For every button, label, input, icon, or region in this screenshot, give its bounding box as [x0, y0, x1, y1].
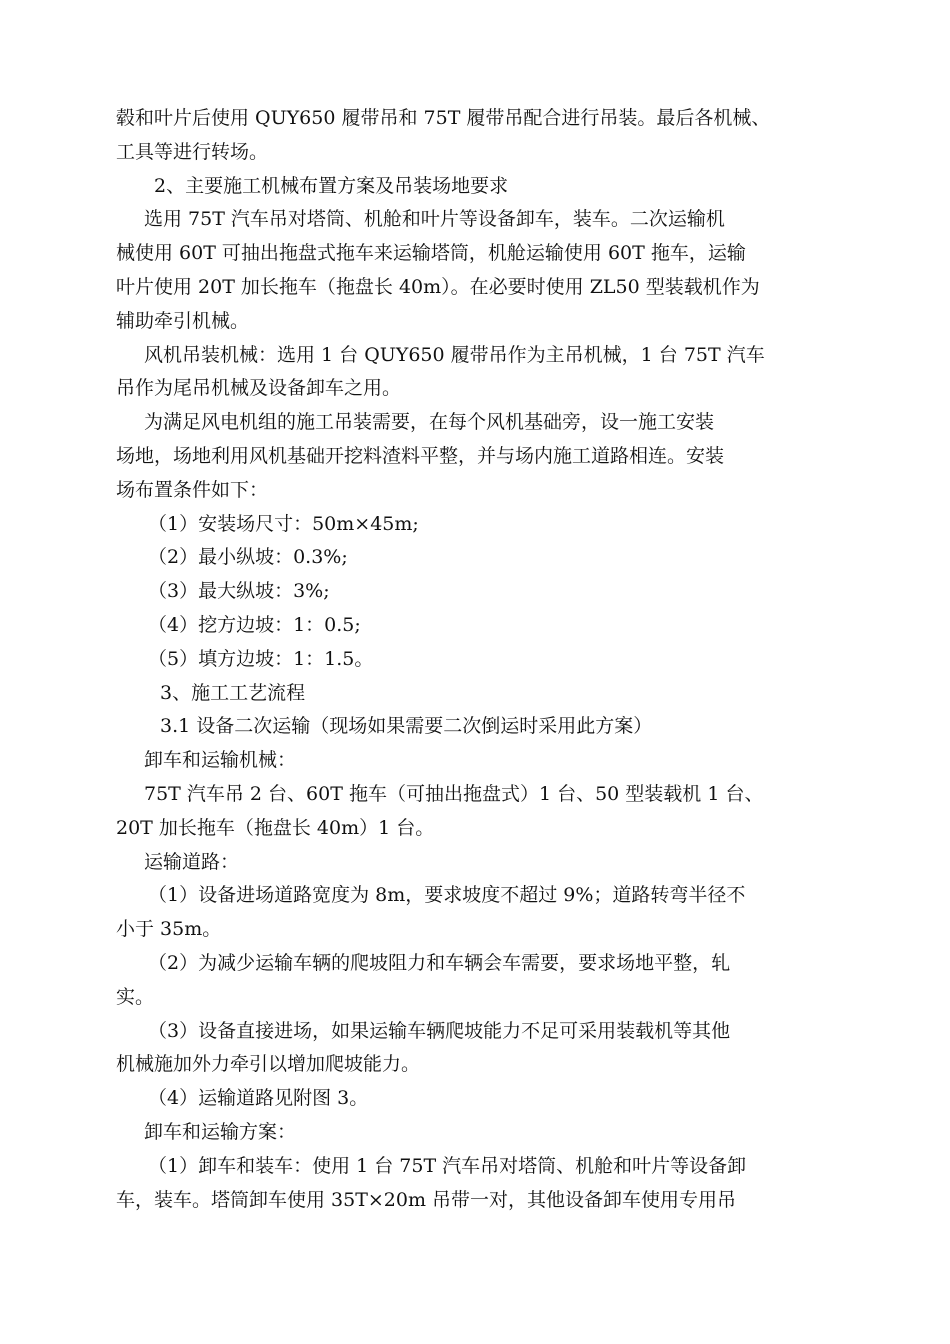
subsection-heading: 3.1 设备二次运输（现场如果需要二次倒运时采用此方案） — [160, 715, 653, 738]
paragraph-line: 械使用 60T 可抽出拖盘式拖车来运输塔筒，机舱运输使用 60T 拖车，运输 — [116, 242, 746, 265]
paragraph-line: 卸车和运输方案： — [144, 1120, 297, 1143]
list-item: （4）运输道路见附图 3。 — [148, 1087, 369, 1110]
paragraph-line: 机械施加外力牵引以增加爬坡能力。 — [116, 1053, 421, 1076]
list-item: （3）设备直接进场，如果运输车辆爬坡能力不足可采用装载机等其他 — [148, 1019, 731, 1042]
paragraph-line: 场地，场地利用风机基础开挖料渣料平整，并与场内施工道路相连。安装 — [116, 444, 725, 467]
paragraph-line: 小于 35m。 — [116, 918, 222, 941]
list-item: （5）填方边坡：1：1.5。 — [148, 647, 374, 670]
paragraph-line: 75T 汽车吊 2 台、60T 拖车（可抽出拖盘式）1 台、50 型装载机 1 台、 — [144, 782, 764, 805]
paragraph-line: 毂和叶片后使用 QUY650 履带吊和 75T 履带吊配合进行吊装。最后各机械、 — [116, 107, 771, 129]
paragraph-line: 实。 — [116, 985, 155, 1008]
paragraph-line: 卸车和运输机械： — [144, 749, 297, 772]
list-item: （2）最小纵坡：0.3%; — [148, 546, 348, 569]
paragraph-line: 吊作为尾吊机械及设备卸车之用。 — [116, 377, 402, 400]
paragraph-line: 场布置条件如下： — [116, 478, 269, 501]
document-body — [116, 102, 836, 1217]
paragraph-line: 工具等进行转场。 — [116, 140, 269, 163]
paragraph-line: 车，装车。塔筒卸车使用 35T×20m 吊带一对，其他设备卸车使用专用吊 — [116, 1188, 737, 1211]
list-item: （4）挖方边坡：1：0.5; — [148, 613, 361, 636]
paragraph-line: 运输道路： — [144, 850, 240, 873]
list-item: （2）为减少运输车辆的爬坡阻力和车辆会车需要，要求场地平整，轧 — [148, 951, 731, 974]
section-heading: 2、主要施工机械布置方案及吊装场地要求 — [154, 174, 509, 197]
paragraph-line: 选用 75T 汽车吊对塔筒、机舱和叶片等设备卸车，装车。二次运输机 — [144, 208, 725, 231]
paragraph-line: 叶片使用 20T 加长拖车（拖盘长 40m）。在必要时使用 ZL50 型装载机作为 — [116, 275, 760, 298]
paragraph-line: 为满足风电机组的施工吊装需要，在每个风机基础旁，设一施工安装 — [144, 411, 715, 434]
paragraph-line: 20T 加长拖车（拖盘长 40m）1 台。 — [116, 816, 435, 839]
list-item: （1）卸车和装车：使用 1 台 75T 汽车吊对塔筒、机舱和叶片等设备卸 — [148, 1154, 747, 1177]
list-item: （3）最大纵坡：3%; — [148, 580, 330, 603]
paragraph-line: 风机吊装机械：选用 1 台 QUY650 履带吊作为主吊机械，1 台 75T 汽车 — [144, 343, 765, 366]
list-item: （1）设备进场道路宽度为 8m，要求坡度不超过 9%；道路转弯半径不 — [148, 884, 746, 907]
list-item: （1）安装场尺寸：50m×45m; — [148, 512, 419, 535]
section-heading: 3、施工工艺流程 — [160, 681, 306, 704]
paragraph-line: 辅助牵引机械。 — [116, 309, 250, 332]
